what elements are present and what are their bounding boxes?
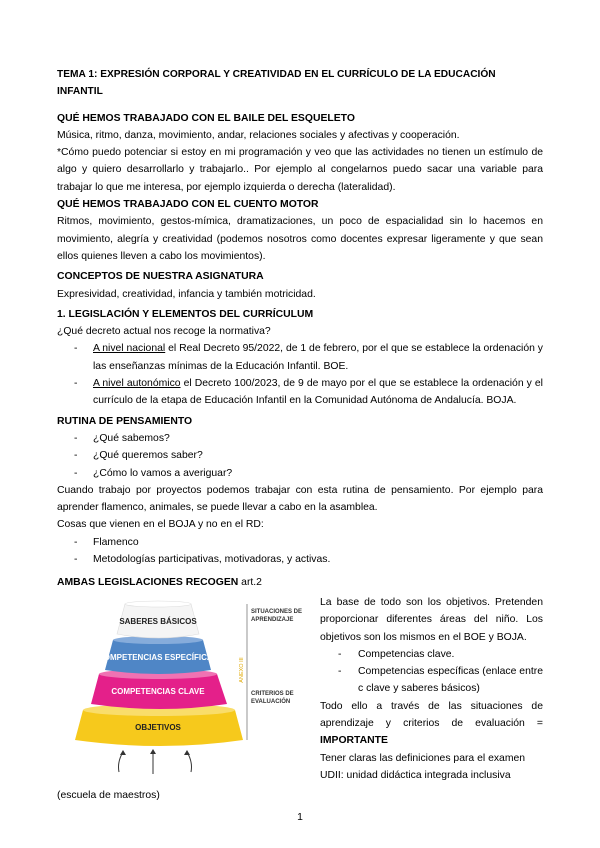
section-heading-legislacion: 1. LEGISLACIÓN Y ELEMENTOS DEL CURRÍCULUM xyxy=(57,308,314,320)
section-heading-ambas: AMBAS LEGISLACIONES RECOGEN art.2 xyxy=(57,577,262,588)
routine-list xyxy=(57,430,543,482)
pyramid-label: COMPETENCIAS CLAVE xyxy=(111,687,205,696)
legislation-section xyxy=(57,574,543,801)
curriculum-pyramid xyxy=(57,590,307,780)
image-caption: (escuela de maestros) xyxy=(57,790,160,801)
paragraph: Música, ritmo, danza, movimiento, andar, relaciones sociales y afectivas y cooperación. xyxy=(57,129,460,141)
list-item: - Metodologías participativas, motivadoras, y activas. xyxy=(57,551,543,568)
list-item: - Competencias clave. xyxy=(320,646,543,663)
paragraph: *Cómo puedo potenciar si estoy en mi programación y veo que las actividades no tienen un estímulo de algo y quiero desarrollarlo y trabajarlo.. Por ejemplo al congelarnos puedo sacar una variable para trabajar lo que me interesa, por ejemplo izquierda o derecha (lateralidad). xyxy=(57,147,543,193)
list-item: - Competencias específicas (enlace entre c clave y saberes básicos) xyxy=(320,663,543,698)
paragraph: La base de todo son los objetivos. Pretenden proporcionar diferentes áreas del niño. Los objetivos son los mismos en el BOE y BOJA. xyxy=(320,597,543,643)
paragraph: UDII: unidad didáctica integrada inclusiva xyxy=(320,769,511,781)
paragraph: Expresividad, creatividad, infancia y también motricidad. xyxy=(57,288,316,300)
pyramid-label: COMPETENCIAS ESPECÍFICAS xyxy=(97,653,219,662)
arrows xyxy=(119,752,192,774)
competencias-list xyxy=(320,646,543,698)
paragraph: Cosas que vienen en el BOJA y no en el RD: xyxy=(57,519,264,531)
list-item: - ¿Qué sabemos? xyxy=(57,430,543,447)
vertical-label: ANEXO III xyxy=(239,657,245,683)
side-label-situaciones: SITUACIONES DE APRENDIZAJE xyxy=(251,609,303,623)
list-item: - A nivel autonómico el Decreto 100/2023, de 9 de mayo por el que se establece la ordenación y el currículo de la etapa de Educación Infantil en la Comunidad Autónoma de Andalucía. BOJA. xyxy=(57,375,543,410)
list-item: - A nivel nacional el Real Decreto 95/2022, de 1 de febrero, por el que se establece la ordenación y las enseñanzas mínimas de la Educación Infantil. BOE. xyxy=(57,340,543,375)
list-item: - ¿Qué queremos saber? xyxy=(57,447,543,464)
side-label-criterios: CRITERIOS DE EVALUACIÓN xyxy=(251,691,294,705)
section-heading-conceptos: CONCEPTOS DE NUESTRA ASIGNATURA xyxy=(57,271,264,283)
pyramid-label: SABERES BÁSICOS xyxy=(119,617,197,626)
underlined-text: A nivel nacional xyxy=(93,343,166,355)
boja-list xyxy=(57,534,543,569)
underlined-text: A nivel autonómico xyxy=(93,378,181,390)
section-heading-esqueleto: QUÉ HEMOS TRABAJADO CON EL BAILE DEL ESQUELETO xyxy=(57,112,355,124)
document-page xyxy=(57,66,543,801)
list-item: - ¿Cómo lo vamos a averiguar? xyxy=(57,465,543,482)
pyramid-label: OBJETIVOS xyxy=(135,723,181,732)
paragraph: Todo ello a través de las situaciones de aprendizaje y criterios de evaluación = IMPORTANTE xyxy=(320,700,543,747)
paragraph: ¿Qué decreto actual nos recoge la normativa? xyxy=(57,326,271,338)
page-number: 1 xyxy=(297,812,303,823)
list-item: - Flamenco xyxy=(57,534,543,551)
section-heading-rutina: RUTINA DE PENSAMIENTO xyxy=(57,415,193,427)
section-heading-cuento-motor: QUÉ HEMOS TRABAJADO CON EL CUENTO MOTOR xyxy=(57,199,319,211)
decree-list xyxy=(57,340,543,409)
document-title: TEMA 1: EXPRESIÓN CORPORAL Y CREATIVIDAD EN EL CURRÍCULO DE LA EDUCACIÓN INFANTIL xyxy=(57,69,496,98)
paragraph: Ritmos, movimiento, gestos-mímica, dramatizaciones, un poco de espacialidad sin lo hacemos en movimiento, alegría y creatividad (podemos nosotros como docentes expresar ligeramente y que sean ellos quienes lleven a cabo los movimientos). xyxy=(57,216,543,262)
paragraph: Tener claras las definiciones para el examen xyxy=(320,752,526,764)
right-column xyxy=(320,594,543,784)
paragraph: Cuando trabajo por proyectos podemos trabajar con esta rutina de pensamiento. Por ejemplo para aprender flamenco, animales, se puede llevar a cabo en la asamblea. xyxy=(57,484,543,514)
